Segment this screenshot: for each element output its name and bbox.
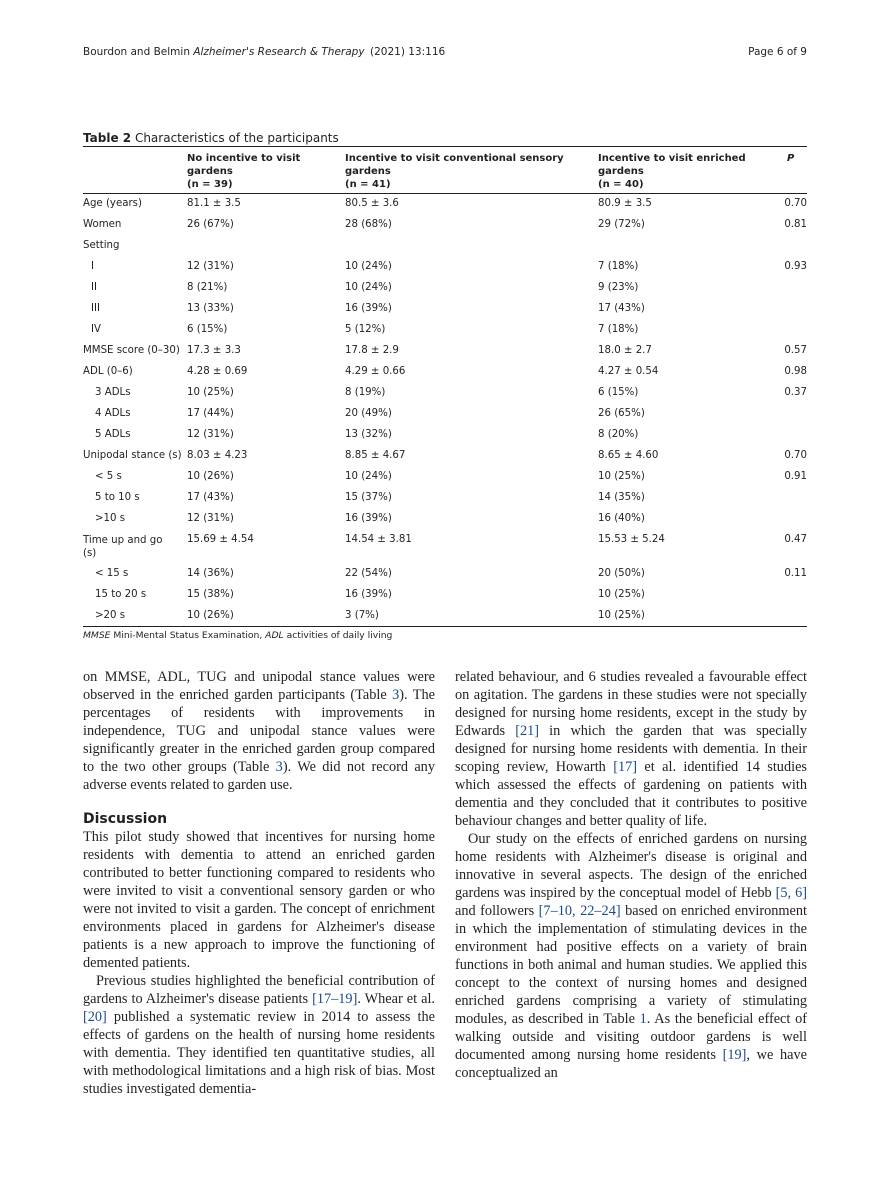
cell-enriched: 8.65 ± 4.60 bbox=[598, 450, 659, 461]
citation-link[interactable]: [19] bbox=[722, 1047, 747, 1063]
paragraph bbox=[83, 668, 435, 794]
row-label: I bbox=[91, 261, 95, 272]
cell-conventional: 14.54 ± 3.81 bbox=[345, 534, 412, 545]
row-label: < 5 s bbox=[95, 471, 122, 482]
citation-link[interactable]: [17–19] bbox=[312, 991, 358, 1007]
text-run: . As the beneficial effect of walking outside and visiting outdoor gardens is well documented among nursing home residents bbox=[455, 1011, 807, 1063]
text-run: Previous studies highlighted the beneficial contribution of gardens to Alzheimer's disease patients bbox=[83, 973, 435, 1007]
authors: Bourdon and Belmin bbox=[83, 46, 190, 58]
text-run: et al. identified 14 studies which assessed the effects of gardening on patients with dementia and they concluded that it contributes to positive behaviour changes and better quality of life. bbox=[455, 759, 807, 829]
citation-link[interactable]: [5, 6] bbox=[775, 885, 807, 901]
cell-conventional: 8.85 ± 4.67 bbox=[345, 450, 406, 461]
citation-link[interactable]: [21] bbox=[515, 723, 540, 739]
cell-enriched: 9 (23%) bbox=[598, 282, 639, 293]
table-row bbox=[0, 324, 889, 344]
cell-conventional: 20 (49%) bbox=[345, 408, 392, 419]
citation-link[interactable]: [20] bbox=[83, 1009, 107, 1025]
header-line: gardens bbox=[187, 166, 233, 177]
volume-info: (2021) 13:116 bbox=[370, 46, 446, 58]
cell-p-value: 0.70 bbox=[784, 450, 807, 461]
table-caption bbox=[83, 131, 339, 145]
page-number: Page 6 of 9 bbox=[748, 46, 807, 58]
table-row bbox=[0, 345, 889, 365]
text-run: ). The percentages of residents with improvements in independence, TUG and unipodal stance values were significantly greater in the enriched garden group compared to the two other groups (Table bbox=[83, 687, 435, 775]
cell-enriched: 18.0 ± 2.7 bbox=[598, 345, 652, 356]
cell-no-incentive: 15 (38%) bbox=[187, 589, 234, 600]
cell-no-incentive: 26 (67%) bbox=[187, 219, 234, 230]
table-row bbox=[0, 450, 889, 470]
cell-conventional: 16 (39%) bbox=[345, 589, 392, 600]
paragraph bbox=[455, 830, 807, 1082]
header-n: (n = 41) bbox=[345, 179, 391, 190]
table-row bbox=[0, 429, 889, 449]
table-row bbox=[0, 408, 889, 428]
cell-enriched: 10 (25%) bbox=[598, 610, 645, 621]
row-label: ADL (0–6) bbox=[83, 366, 133, 377]
cell-conventional: 80.5 ± 3.6 bbox=[345, 198, 399, 209]
cell-no-incentive: 17 (43%) bbox=[187, 492, 234, 503]
body-column-left bbox=[83, 668, 435, 1098]
row-label: 5 to 10 s bbox=[95, 492, 140, 503]
cell-enriched: 16 (40%) bbox=[598, 513, 645, 524]
cell-p-value: 0.81 bbox=[784, 219, 807, 230]
text-run: in which the garden that was specially designed for nursing home residents with dementia. In their scoping review, Howarth bbox=[455, 723, 807, 775]
cell-no-incentive: 8.03 ± 4.23 bbox=[187, 450, 248, 461]
cell-no-incentive: 13 (33%) bbox=[187, 303, 234, 314]
cell-conventional: 17.8 ± 2.9 bbox=[345, 345, 399, 356]
cell-no-incentive: 10 (26%) bbox=[187, 610, 234, 621]
table-title: Characteristics of the participants bbox=[134, 131, 339, 145]
table-header-rule bbox=[83, 193, 807, 194]
header-line: gardens bbox=[598, 166, 644, 177]
footnote-def: Mini-Mental Status Examination, bbox=[110, 630, 266, 641]
cell-enriched: 7 (18%) bbox=[598, 324, 639, 335]
cell-no-incentive: 10 (26%) bbox=[187, 471, 234, 482]
cell-p-value: 0.93 bbox=[784, 261, 807, 272]
running-head bbox=[83, 46, 807, 62]
row-label: III bbox=[91, 303, 101, 314]
cell-no-incentive: 81.1 ± 3.5 bbox=[187, 198, 241, 209]
footnote-abbr: ADL bbox=[265, 630, 284, 641]
table-row bbox=[0, 589, 889, 609]
cell-enriched: 17 (43%) bbox=[598, 303, 645, 314]
cell-conventional: 10 (24%) bbox=[345, 282, 392, 293]
cell-enriched: 26 (65%) bbox=[598, 408, 645, 419]
header-no-incentive bbox=[187, 152, 300, 191]
running-head-authors-journal bbox=[83, 46, 365, 58]
header-line: gardens bbox=[345, 166, 391, 177]
row-label: Age (years) bbox=[83, 198, 142, 209]
text-run: ). We did not record any adverse events related to garden use. bbox=[83, 759, 435, 793]
text-run: . Whear et al. bbox=[357, 991, 435, 1007]
header-p-label: P bbox=[787, 153, 795, 164]
cell-conventional: 16 (39%) bbox=[345, 513, 392, 524]
cell-conventional: 5 (12%) bbox=[345, 324, 386, 335]
cell-enriched: 20 (50%) bbox=[598, 568, 645, 579]
table-link[interactable]: 3 bbox=[392, 687, 400, 703]
paragraph: This pilot study showed that incentives for nursing home residents with dementia to attend an enriched garden contributed to better functioning compared to residents who were invited to visit a conventional sensory garden or who were not invited to visit a garden. The concept of enrichment environments placed in gardens for Alzheimer's disease patients is a new approach to improve the functioning of demented patients. bbox=[83, 829, 435, 971]
text-run: on MMSE, ADL, TUG and unipodal stance values were observed in the enriched garden participants (Table bbox=[83, 669, 435, 703]
citation-link[interactable]: [17] bbox=[613, 759, 638, 775]
table-row bbox=[0, 303, 889, 323]
cell-conventional: 22 (54%) bbox=[345, 568, 392, 579]
header-p-value bbox=[787, 152, 794, 165]
paragraph bbox=[455, 668, 807, 830]
table-row bbox=[0, 568, 889, 588]
table-row bbox=[0, 534, 889, 568]
cell-p-value: 0.57 bbox=[784, 345, 807, 356]
cell-conventional: 15 (37%) bbox=[345, 492, 392, 503]
header-enriched-garden bbox=[598, 152, 746, 191]
cell-conventional: 4.29 ± 0.66 bbox=[345, 366, 406, 377]
cell-enriched: 7 (18%) bbox=[598, 261, 639, 272]
cell-no-incentive: 12 (31%) bbox=[187, 429, 234, 440]
cell-enriched: 10 (25%) bbox=[598, 589, 645, 600]
row-label: Setting bbox=[83, 240, 120, 251]
table-row bbox=[0, 240, 889, 260]
table-row bbox=[0, 471, 889, 491]
cell-conventional: 10 (24%) bbox=[345, 261, 392, 272]
row-label: Time up and go (s) bbox=[83, 535, 163, 559]
table-link[interactable]: 1 bbox=[639, 1011, 647, 1027]
cell-enriched: 10 (25%) bbox=[598, 471, 645, 482]
cell-enriched: 6 (15%) bbox=[598, 387, 639, 398]
body-column-right bbox=[455, 668, 807, 1082]
citation-link[interactable]: [7–10, 22–24] bbox=[538, 903, 621, 919]
row-label: MMSE score (0–30) bbox=[83, 345, 180, 356]
table-row bbox=[0, 198, 889, 218]
row-label: >20 s bbox=[95, 610, 126, 621]
row-label: II bbox=[91, 282, 98, 293]
table-top-rule bbox=[83, 146, 807, 147]
table-row bbox=[0, 282, 889, 302]
cell-conventional: 8 (19%) bbox=[345, 387, 386, 398]
table-row bbox=[0, 492, 889, 512]
cell-no-incentive: 10 (25%) bbox=[187, 387, 234, 398]
text-run: , we have conceptualized an bbox=[455, 1047, 807, 1081]
table-row bbox=[0, 387, 889, 407]
cell-no-incentive: 17.3 ± 3.3 bbox=[187, 345, 241, 356]
table-label: Table 2 bbox=[83, 131, 132, 145]
cell-p-value: 0.91 bbox=[784, 471, 807, 482]
cell-no-incentive: 12 (31%) bbox=[187, 513, 234, 524]
row-label: 5 ADLs bbox=[95, 429, 131, 440]
header-line: Incentive to visit conventional sensory bbox=[345, 153, 564, 164]
header-conventional-garden bbox=[345, 152, 564, 191]
paragraph bbox=[83, 972, 435, 1098]
cell-no-incentive: 14 (36%) bbox=[187, 568, 234, 579]
text-run: published a systematic review in 2014 to assess the effects of gardens on the health of nursing home residents with dementia. They identified ten quantitative studies, all with methodological limitations and a high risk of bias. Most studies investigated dementia- bbox=[83, 1009, 435, 1097]
cell-enriched: 80.9 ± 3.5 bbox=[598, 198, 652, 209]
footnote-def: activities of daily living bbox=[283, 630, 393, 641]
row-label: 4 ADLs bbox=[95, 408, 131, 419]
cell-p-value: 0.11 bbox=[784, 568, 807, 579]
text-run: related behaviour, and 6 studies revealed a favourable effect on agitation. The gardens in these studies were not specially designed for nursing home residents, except in the study by Edwards bbox=[455, 669, 807, 739]
text-run: and followers bbox=[455, 903, 539, 919]
row-label: >10 s bbox=[95, 513, 126, 524]
cell-no-incentive: 17 (44%) bbox=[187, 408, 234, 419]
cell-enriched: 4.27 ± 0.54 bbox=[598, 366, 659, 377]
cell-no-incentive: 6 (15%) bbox=[187, 324, 228, 335]
table-row bbox=[0, 261, 889, 281]
cell-no-incentive: 15.69 ± 4.54 bbox=[187, 534, 254, 545]
cell-conventional: 13 (32%) bbox=[345, 429, 392, 440]
table-row bbox=[0, 366, 889, 386]
cell-no-incentive: 8 (21%) bbox=[187, 282, 228, 293]
cell-conventional: 3 (7%) bbox=[345, 610, 379, 621]
cell-no-incentive: 4.28 ± 0.69 bbox=[187, 366, 248, 377]
text-run: based on enriched environment in which the implementation of stimulating devices in the environment had positive effects on a variety of brain functions in both animal and human studies. We applied this concept to the context of nursing homes and designed enriched gardens comprising a variety of stimulating modules, as described in Table bbox=[455, 903, 807, 1027]
cell-enriched: 29 (72%) bbox=[598, 219, 645, 230]
cell-p-value: 0.98 bbox=[784, 366, 807, 377]
cell-no-incentive: 12 (31%) bbox=[187, 261, 234, 272]
cell-enriched: 14 (35%) bbox=[598, 492, 645, 503]
journal-name: Alzheimer's Research & Therapy bbox=[193, 46, 365, 58]
row-label: IV bbox=[91, 324, 101, 335]
cell-enriched: 8 (20%) bbox=[598, 429, 639, 440]
row-label: 3 ADLs bbox=[95, 387, 131, 398]
table-footnote bbox=[83, 630, 392, 641]
table-row bbox=[0, 219, 889, 239]
row-label: Women bbox=[83, 219, 122, 230]
cell-conventional: 28 (68%) bbox=[345, 219, 392, 230]
header-n: (n = 39) bbox=[187, 179, 233, 190]
cell-p-value: 0.70 bbox=[784, 198, 807, 209]
row-label: < 15 s bbox=[95, 568, 129, 579]
cell-conventional: 10 (24%) bbox=[345, 471, 392, 482]
text-run: Our study on the effects of enriched gardens on nursing home residents with Alzheimer's disease is original and innovative in several aspects. The design of the enriched gardens was inspired by the conceptual model of Hebb bbox=[455, 831, 807, 901]
cell-p-value: 0.37 bbox=[784, 387, 807, 398]
cell-conventional: 16 (39%) bbox=[345, 303, 392, 314]
table-row bbox=[0, 610, 889, 630]
table-link[interactable]: 3 bbox=[275, 759, 283, 775]
cell-enriched: 15.53 ± 5.24 bbox=[598, 534, 665, 545]
header-line: Incentive to visit enriched bbox=[598, 153, 746, 164]
table-bottom-rule bbox=[83, 626, 807, 627]
row-label: Unipodal stance (s) bbox=[83, 450, 182, 461]
section-heading: Discussion bbox=[83, 811, 168, 827]
header-line: No incentive to visit bbox=[187, 153, 301, 164]
header-n: (n = 40) bbox=[598, 179, 644, 190]
footnote-abbr: MMSE bbox=[83, 630, 111, 641]
row-label: 15 to 20 s bbox=[95, 589, 147, 600]
table-row bbox=[0, 513, 889, 533]
cell-p-value: 0.47 bbox=[784, 534, 807, 545]
